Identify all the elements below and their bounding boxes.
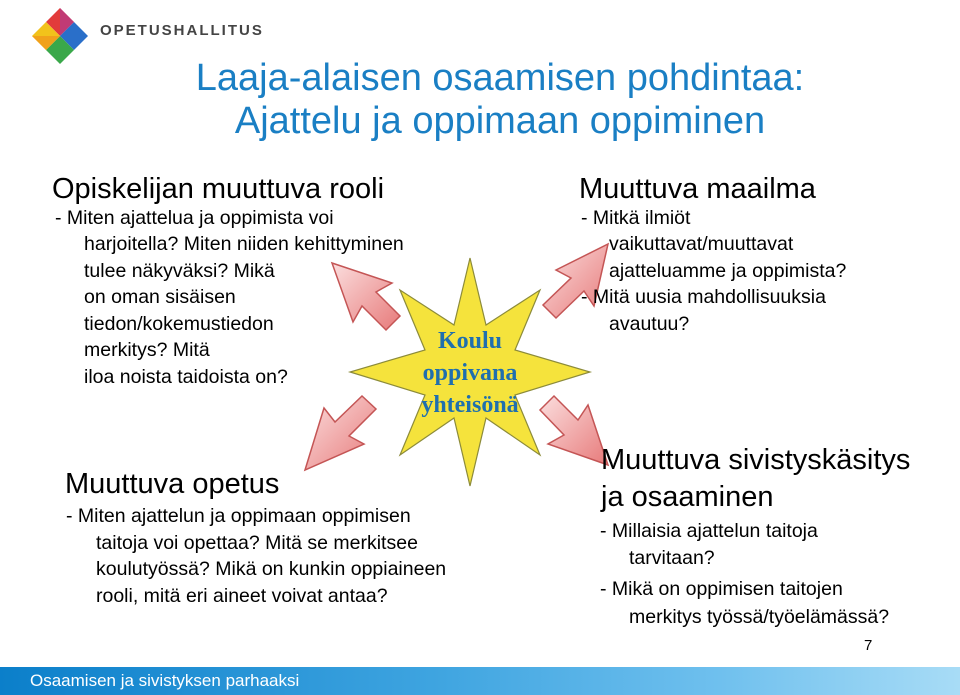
center-label-line3: yhteisönä bbox=[421, 392, 519, 418]
logo-text: OPETUSHALLITUS bbox=[100, 22, 264, 39]
top-right-line-1: - Mitkä ilmiöt bbox=[581, 207, 691, 229]
bottom-left-line-2: taitoja voi opettaa? Mitä se merkitsee bbox=[96, 532, 418, 554]
slide-title-line2: Ajattelu ja oppimaan oppiminen bbox=[234, 100, 766, 142]
top-left-line-1: - Miten ajattelua ja oppimista voi bbox=[55, 207, 334, 229]
bottom-left-line-4: rooli, mitä eri aineet voivat antaa? bbox=[96, 585, 388, 607]
top-right-line-2: vaikuttavat/muuttavat bbox=[609, 233, 794, 255]
bottom-right-line-2: tarvitaan? bbox=[629, 547, 715, 569]
center-label bbox=[370, 325, 570, 421]
bottom-left-line-1: - Miten ajattelun ja oppimaan oppimisen bbox=[66, 505, 411, 527]
center-label-line1: Koulu bbox=[437, 328, 503, 354]
top-right-line-4: - Mitä uusia mahdollisuuksia bbox=[581, 286, 826, 308]
top-right-heading: Muuttuva maailma bbox=[579, 173, 816, 205]
arrow-bottom-left bbox=[305, 396, 376, 470]
arrow-top-left bbox=[332, 263, 400, 330]
bottom-right-line-1: - Millaisia ajattelun taitoja bbox=[600, 520, 818, 542]
top-left-heading: Opiskelijan muuttuva rooli bbox=[52, 173, 385, 205]
top-right-line-5: avautuu? bbox=[609, 313, 690, 335]
page-number: 7 bbox=[864, 637, 873, 654]
top-left-line-3: tulee näkyväksi? Mikä bbox=[84, 260, 275, 282]
bottom-left-line-3: koulutyössä? Mikä on kunkin oppiaineen bbox=[96, 558, 447, 580]
slide-title-line1: Laaja-alaisen osaamisen pohdintaa: bbox=[195, 57, 805, 99]
top-left-line-7: iloa noista taidoista on? bbox=[84, 366, 288, 388]
bottom-right-heading-line2: ja osaaminen bbox=[601, 481, 774, 513]
footer-text: Osaamisen ja sivistyksen parhaaksi bbox=[30, 671, 300, 690]
bottom-left-heading: Muuttuva opetus bbox=[65, 468, 280, 500]
center-label-line2: oppivana bbox=[422, 360, 518, 386]
top-left-line-2: harjoitella? Miten niiden kehittyminen bbox=[84, 233, 404, 255]
bottom-right-heading-line1: Muuttuva sivistyskäsitys bbox=[601, 444, 911, 476]
top-left-line-5: tiedon/kokemustiedon bbox=[84, 313, 274, 335]
bottom-right-line-4: merkitys työssä/työelämässä? bbox=[629, 606, 890, 628]
top-left-line-4: on oman sisäisen bbox=[84, 286, 236, 308]
top-left-line-6: merkitys? Mitä bbox=[84, 339, 210, 361]
bottom-right-line-3: - Mikä on oppimisen taitojen bbox=[600, 578, 843, 600]
top-right-line-3: ajatteluamme ja oppimista? bbox=[609, 260, 847, 282]
